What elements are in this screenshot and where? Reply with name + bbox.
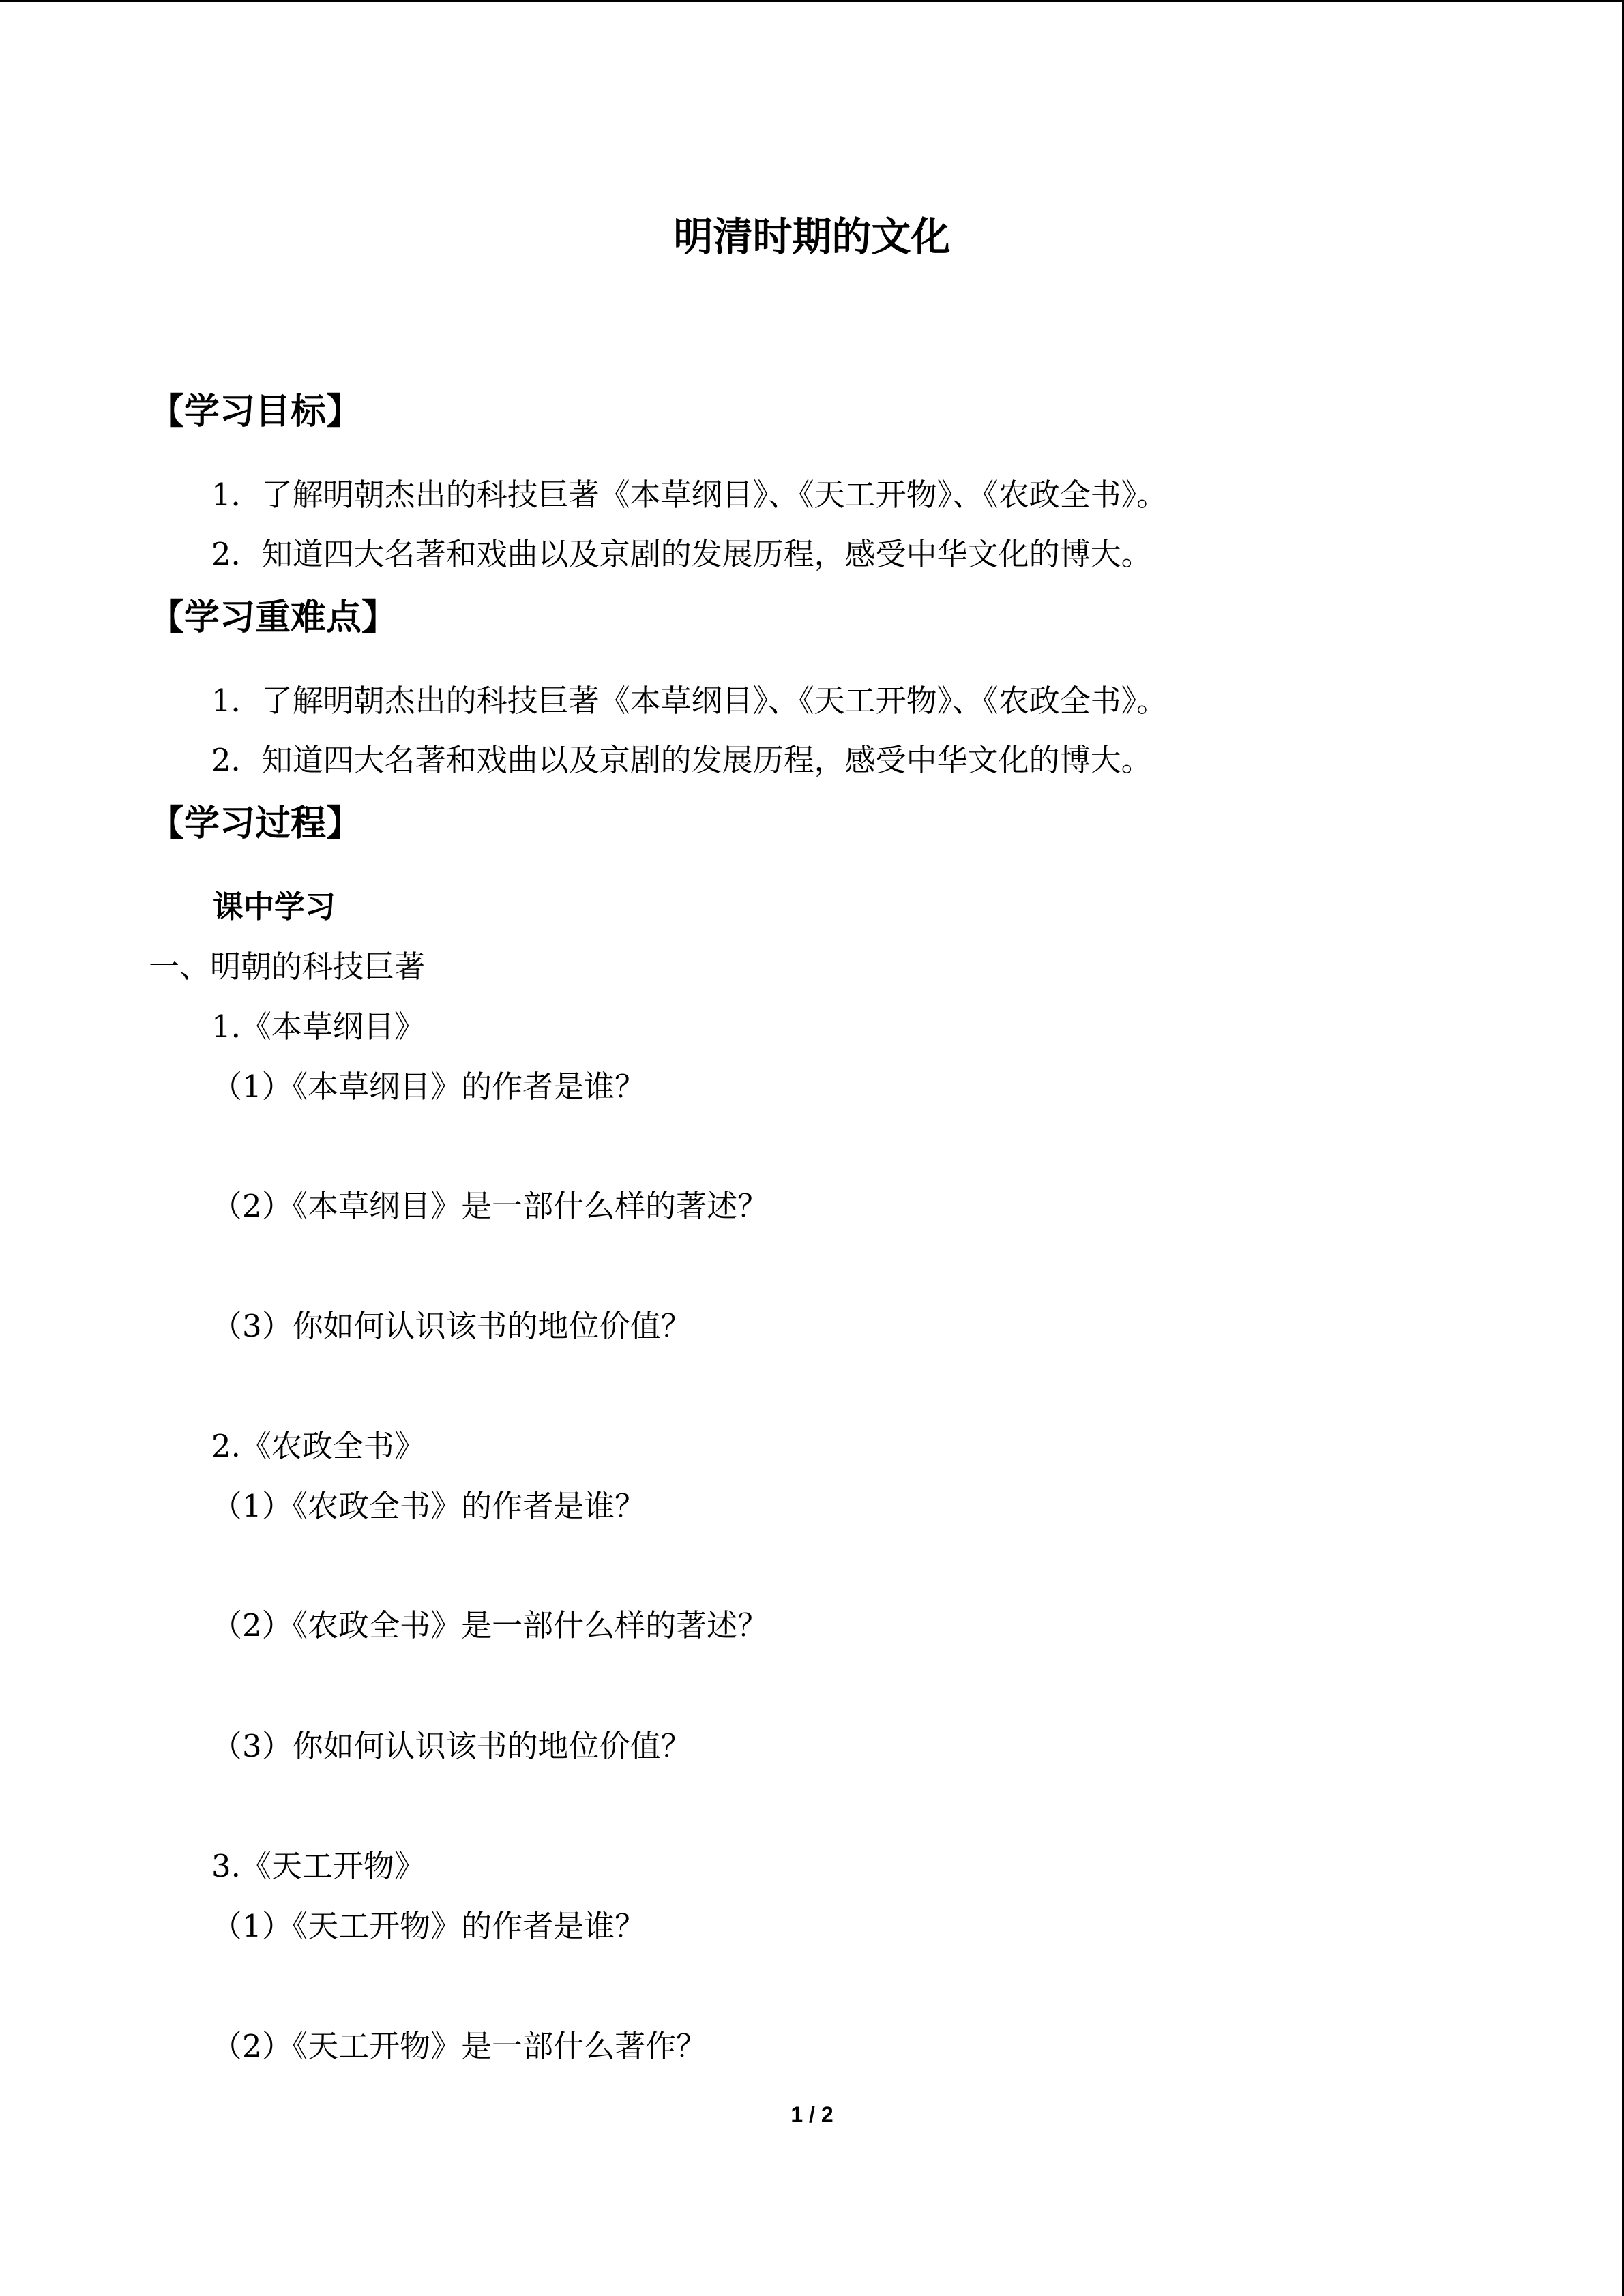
section-title: 一、明朝的科技巨著 [149,949,426,985]
question-2-2: （2）《农政全书》是一部什么样的著述？ [211,1607,769,1643]
book-title-2: 2.《农政全书》 [211,1428,425,1464]
question-1-2: （2）《本草纲目》是一部什么样的著述？ [211,1188,769,1224]
question-3-2: （2）《天工开物》是一部什么著作？ [211,2028,707,2064]
key-point-item-1: 1．了解明朝杰出的科技巨著《本草纲目》、《天工开物》、《农政全书》。 [211,683,1168,719]
book-title-3: 3.《天工开物》 [211,1848,425,1884]
process-heading: 【学习过程】 [149,803,362,844]
objective-item-2: 2．知道四大名著和戏曲以及京剧的发展历程，感受中华文化的博大。 [211,536,1152,572]
question-3-1: （1）《天工开物》的作者是谁？ [211,1908,646,1944]
question-2-3: （3）你如何认识该书的地位价值？ [211,1728,692,1764]
question-1-1: （1）《本草纲目》的作者是谁？ [211,1069,646,1105]
question-2-1: （1）《农政全书》的作者是谁？ [211,1488,646,1524]
key-point-item-2: 2．知道四大名著和戏曲以及京剧的发展历程，感受中华文化的博大。 [211,742,1152,778]
page-number: 1 / 2 [791,2102,833,2127]
in-class-subheading: 课中学习 [213,889,336,925]
objectives-heading: 【学习目标】 [149,391,362,432]
question-1-3: （3）你如何认识该书的地位价值？ [211,1308,692,1344]
objective-item-1: 1．了解明朝杰出的科技巨著《本草纲目》、《天工开物》、《农政全书》。 [211,477,1168,513]
key-points-heading: 【学习重难点】 [149,597,398,638]
page-title: 明清时期的文化 [673,213,951,260]
book-title-1: 1.《本草纲目》 [211,1009,425,1045]
